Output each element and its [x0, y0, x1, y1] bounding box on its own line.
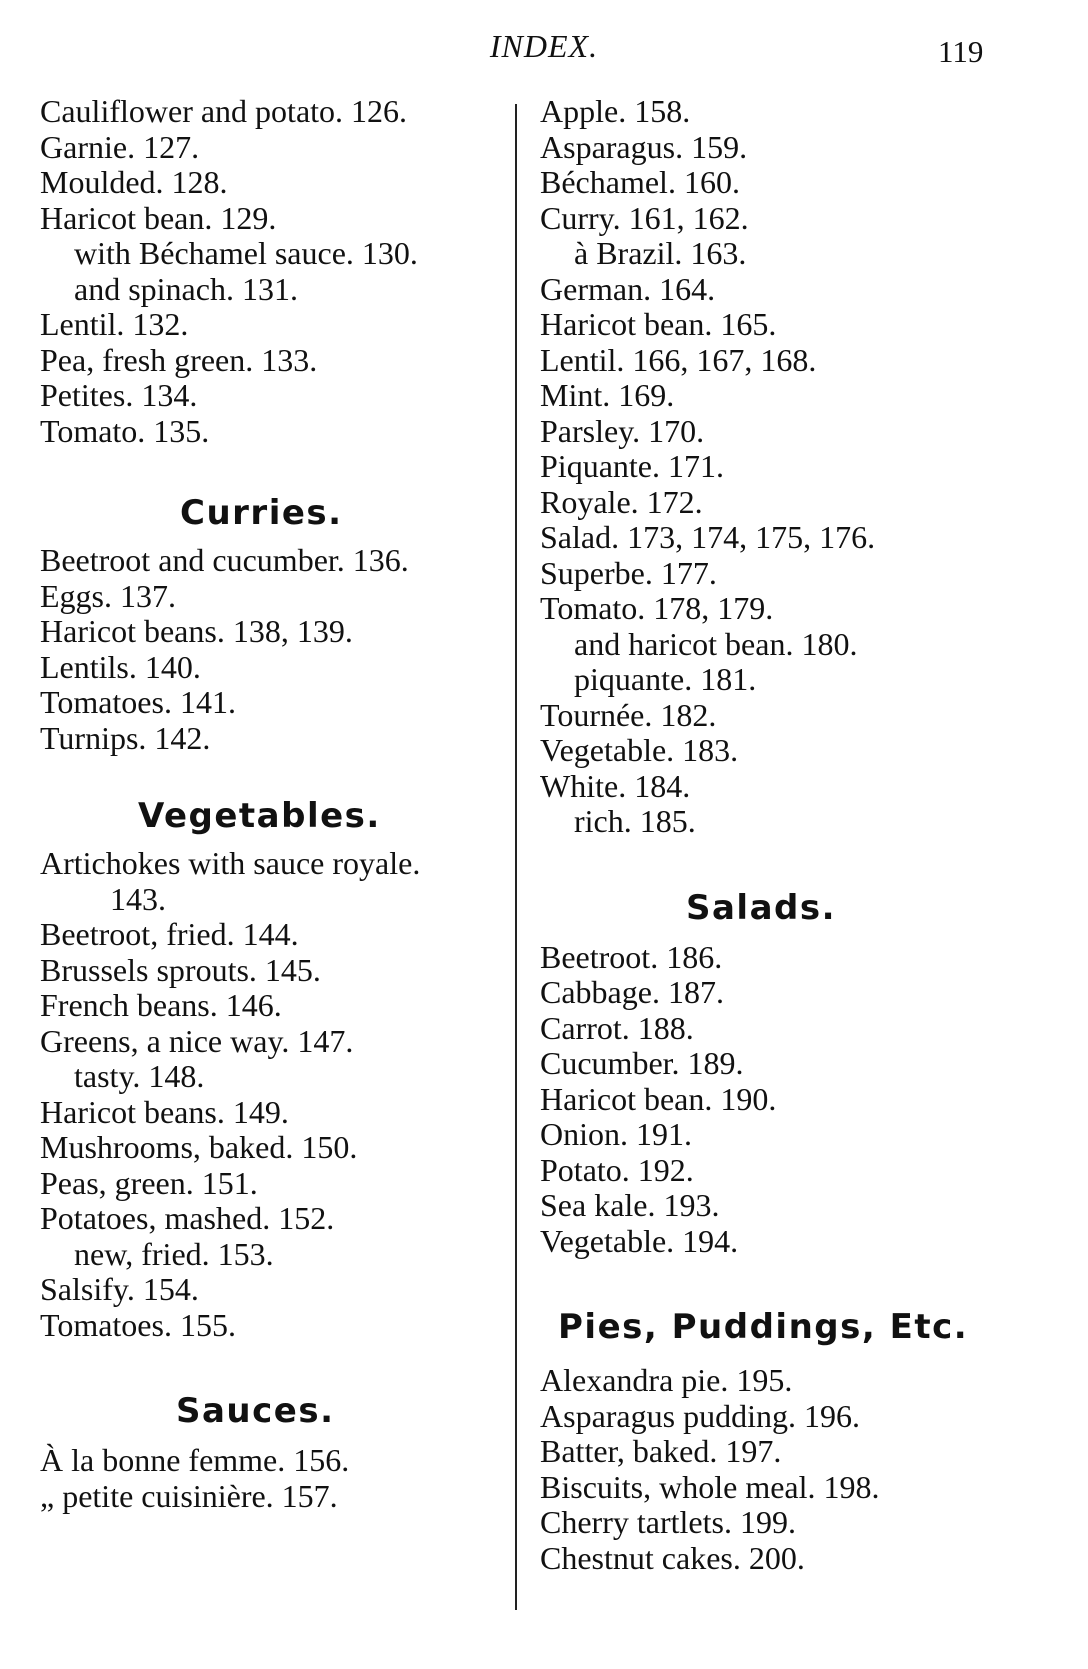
index-entry: Salsify. 154. — [40, 1271, 199, 1307]
index-entry: Potatoes, mashed. 152. — [40, 1200, 335, 1236]
index-entry: Lentil. 132. — [40, 306, 189, 342]
index-entry: Asparagus pudding. 196. — [540, 1397, 860, 1434]
index-entry: Mushrooms, baked. 150. — [40, 1129, 358, 1165]
index-entry: Garnie. 127. — [40, 128, 200, 165]
index-entry: Haricot bean. 190. — [540, 1080, 777, 1117]
index-entry: French beans. 146. — [40, 987, 282, 1023]
curries-heading: Curries. — [180, 493, 343, 533]
index-entry: Tomatoes. 141. — [40, 684, 236, 720]
index-entry: Apple. 158. — [540, 93, 691, 129]
index-entry: Artichokes with sauce royale. — [40, 845, 421, 881]
index-entry: Asparagus. 159. — [540, 128, 748, 165]
index-entry: Vegetable. 194. — [540, 1222, 739, 1259]
index-entry: Haricot bean. 165. — [540, 306, 777, 342]
index-entry: Curry. 161, 162. — [540, 199, 749, 236]
right-column — [540, 94, 1080, 1576]
index-entry: Haricot beans. 138, 139. — [40, 613, 353, 649]
sauces-heading: Sauces. — [176, 1391, 335, 1431]
index-entry: Haricot bean. 129. — [40, 199, 277, 236]
index-entry: Vegetable. 183. — [540, 732, 739, 768]
pies-puddings-heading: Pies, Puddings, Etc. — [558, 1307, 969, 1347]
index-entry: Mint. 169. — [540, 377, 675, 413]
sauces-list — [40, 1443, 510, 1514]
page-title: INDEX. — [489, 28, 599, 64]
index-entry: Chestnut cakes. 200. — [540, 1539, 805, 1576]
index-entry: À la bonne femme. 156. — [40, 1442, 350, 1478]
salads-list — [540, 940, 1080, 1260]
pies-puddings-list — [540, 1363, 1080, 1576]
index-entry: Carrot. 188. — [540, 1009, 694, 1046]
index-entry: „ petite cuisinière. 157. — [40, 1477, 338, 1514]
vegetables-list — [40, 846, 510, 1343]
index-entry: Cherry tartlets. 199. — [540, 1504, 796, 1540]
index-entry: Salad. 173, 174, 175, 176. — [540, 519, 876, 555]
index-entry: Superbe. 177. — [540, 554, 717, 591]
column-divider — [515, 104, 517, 1610]
index-entry: Haricot beans. 149. — [40, 1093, 289, 1130]
index-entry: and haricot bean. 180. — [574, 625, 858, 662]
index-entry: Tournée. 182. — [540, 696, 717, 733]
curries-list — [40, 543, 510, 756]
index-entry: 143. — [110, 880, 166, 917]
index-entry: with Béchamel sauce. 130. — [74, 235, 418, 271]
salads-heading: Salads. — [686, 887, 837, 928]
index-entry: Beetroot, fried. 144. — [40, 916, 299, 952]
index-entry: German. 164. — [540, 270, 716, 307]
index-entry: Potato. 192. — [540, 1151, 694, 1188]
index-entry: piquante. 181. — [574, 661, 757, 697]
index-entry: Alexandra pie. 195. — [540, 1362, 793, 1398]
index-entry: Cabbage. 187. — [540, 974, 724, 1010]
index-entry: Turnips. 142. — [40, 719, 211, 756]
index-entry: Parsley. 170. — [540, 412, 705, 449]
index-entry: à Brazil. 163. — [574, 235, 747, 271]
index-entry: Cucumber. 189. — [540, 1045, 744, 1081]
left-column — [40, 94, 510, 1514]
index-entry: Batter, baked. 197. — [540, 1433, 782, 1469]
index-entry: and spinach. 131. — [74, 270, 298, 307]
index-entry: Pea, fresh green. 133. — [40, 341, 318, 378]
index-entry: new, fried. 153. — [74, 1235, 274, 1272]
soups-continued-list — [40, 94, 510, 449]
index-entry: Petites. 134. — [40, 377, 198, 413]
index-entry: rich. 185. — [574, 803, 696, 839]
vegetables-heading: Vegetables. — [138, 796, 381, 836]
index-entry: Biscuits, whole meal. 198. — [540, 1468, 880, 1505]
index-entry: Cauliflower and potato. 126. — [40, 93, 408, 129]
index-entry: Brussels sprouts. 145. — [40, 951, 321, 988]
index-entry: Moulded. 128. — [40, 164, 228, 200]
index-entry: Tomatoes. 155. — [40, 1306, 236, 1343]
index-entry: tasty. 148. — [74, 1058, 205, 1094]
index-entry: Royale. 172. — [540, 483, 703, 520]
index-entry: Eggs. 137. — [40, 577, 176, 614]
index-entry: Greens, a nice way. 147. — [40, 1022, 354, 1059]
index-entry: Sea kale. 193. — [540, 1187, 720, 1223]
index-entry: Onion. 191. — [540, 1116, 692, 1152]
index-entry: Lentils. 140. — [40, 648, 201, 685]
index-entry: Beetroot. 186. — [540, 938, 723, 975]
index-entry: Piquante. 171. — [540, 448, 724, 484]
page-number: 119 — [938, 34, 984, 69]
index-entry: Lentil. 166, 167, 168. — [540, 341, 817, 378]
index-entry: Tomato. 135. — [40, 412, 210, 449]
index-entry: Tomato. 178, 179. — [540, 590, 774, 626]
index-entry: Beetroot and cucumber. 136. — [40, 542, 409, 578]
index-entry: Peas, green. 151. — [40, 1164, 258, 1201]
sauces-continued-list — [540, 94, 1080, 840]
index-entry: Béchamel. 160. — [540, 164, 740, 200]
index-entry: White. 184. — [540, 767, 691, 804]
